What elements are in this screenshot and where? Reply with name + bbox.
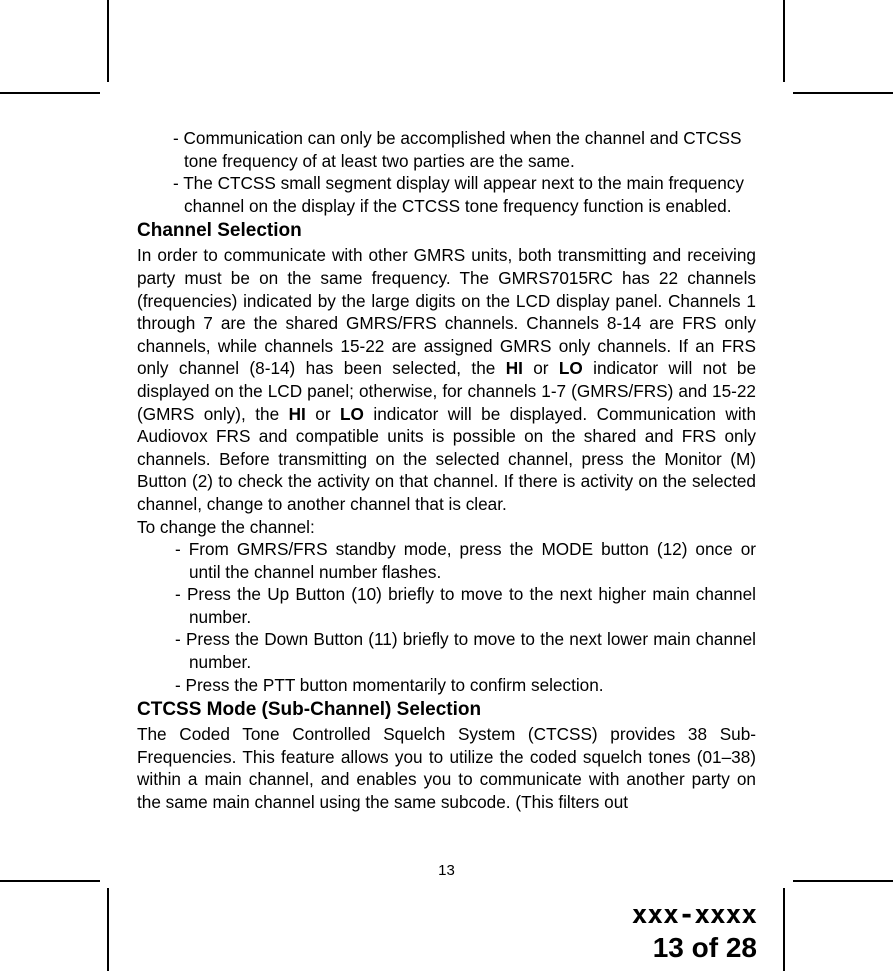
crop-mark-top-right-vertical: [783, 0, 785, 82]
channel-step-2: - Press the Up Button (10) briefly to move to the next higher main channel number.: [175, 584, 756, 627]
crop-mark-bottom-left-horizontal: [0, 880, 100, 882]
crop-mark-top-right-horizontal: [793, 92, 893, 94]
channel-selection-heading: Channel Selection: [137, 220, 302, 242]
lo-indicator: LO: [340, 403, 364, 424]
document-id: xxx-xxxx: [631, 900, 757, 930]
channel-step-4: - Press the PTT button momentarily to confirm selection.: [175, 674, 604, 695]
hi-indicator: HI: [288, 403, 306, 424]
crop-mark-top-left-horizontal: [0, 92, 100, 94]
channel-selection-paragraph: In order to communicate with other GMRS units, both transmitting and receiving party must be on the same frequency. The GMRS7015RC has 22 channels (frequencies) indicated by the large digits on the LCD display panel. Channels 1 through 7 are the shared GMRS/FRS channels. Channels 8-14 are FRS only channels, while channels 15-22 are assigned GMRS only channels. If an FRS only channel (8-14) has been selected, the HI or LO indicator will not be displayed on the LCD panel; otherwise, for channels 1-7 (GMRS/FRS) and 15-22 (GMRS only), the HI or LO indicator will be displayed. Communication with Audiovox FRS and compatible units is possible on the shared and FRS only channels. Before transmitting on the selected channel, press the Monitor (M) Button (2) to check the activity on that channel. If there is activity on the selected channel, change to another channel that is clear.: [137, 245, 757, 514]
crop-mark-bottom-right-vertical: [783, 888, 785, 971]
channel-step-3: - Press the Down Button (11) briefly to move to the next lower main channel number.: [175, 629, 756, 673]
crop-mark-bottom-right-horizontal: [793, 880, 893, 882]
document-page-count: 13 of 28: [652, 932, 757, 963]
page-number: 13: [438, 862, 455, 879]
ctcss-mode-heading: CTCSS Mode (Sub-Channel) Selection: [137, 699, 482, 721]
change-channel-intro: To change the channel:: [137, 516, 315, 537]
channel-step-1: - From GMRS/FRS standby mode, press the MODE button (12) once or until the channel number flashes.: [175, 539, 756, 582]
top-bullet-1: - Communication can only be accomplished when the channel and CTCSS tone frequency of at least two parties are the same.: [173, 128, 742, 171]
crop-mark-bottom-left-vertical: [107, 888, 109, 971]
lo-indicator: LO: [558, 358, 583, 379]
top-bullet-2: - The CTCSS small segment display will appear next to the main frequency channel on the display if the CTCSS tone frequency function is enabled.: [173, 173, 744, 216]
ctcss-mode-paragraph: The Coded Tone Controlled Squelch System (CTCSS) provides 38 Sub-Frequencies. This feature allows you to utilize the coded squelch tones (01–38) within a main channel, and enables you to communicate with another party on the same main channel using the same subcode. (This filters out: [137, 724, 756, 813]
page-content: [137, 127, 756, 814]
crop-mark-top-left-vertical: [107, 0, 109, 82]
hi-indicator: HI: [505, 358, 523, 379]
